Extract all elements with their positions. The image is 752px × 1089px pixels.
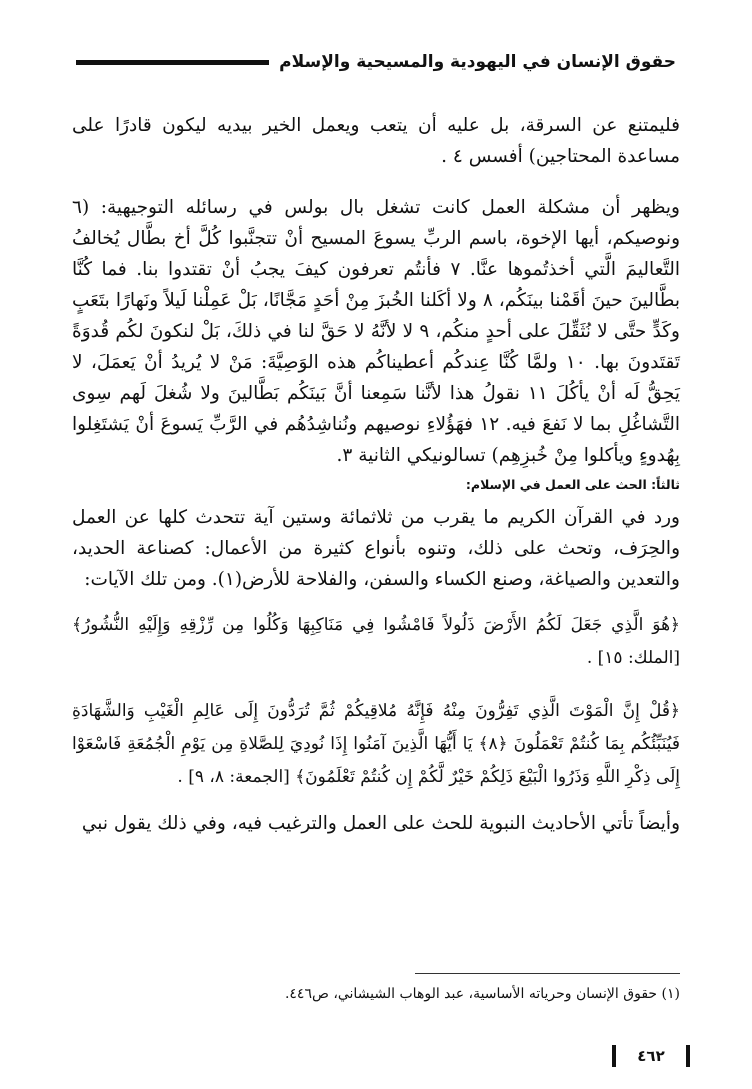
quran-verse-jumuah — [72, 695, 680, 794]
verse-reference: [الملك: ١٥] . — [586, 648, 680, 668]
paragraph-quran-work: ورد في القرآن الكريم ما يقرب من ثلاثمائة وستين آية تتحدث كلها عن العمل والحِرَف، وتحث على ذلك، وتنوه بأنواع كثيرة من الأعمال: كصناعة الحديد، والتعدين والصياغة، وصنع الكساء والسفن، والفلاحة للأرض(١). ومن تلك الآيات: — [72, 507, 680, 590]
quran-verse-mulk — [72, 609, 680, 675]
footnote: (١) حقوق الإنسان وحرياته الأساسية، عبد الوهاب الشيشاني، ص٤٤٦. — [284, 986, 680, 1002]
verse-text: ﴿هُوَ الَّذِي جَعَلَ لَكُمُ الأَرْضَ ذَلُولاً فَامْشُوا فِي مَنَاكِبِهَا وَكُلُوا مِن رِّزْقِهِ وَإِلَيْهِ النُّشُورُ﴾ — [72, 615, 680, 635]
verse-reference: [الجمعة: ٨، ٩] . — [177, 767, 290, 787]
header-rule — [76, 60, 269, 65]
section-heading: ثالثاً: الحث على العمل في الإسلام: — [465, 477, 680, 492]
page-body — [72, 110, 680, 839]
page-number: ٤٦٢ — [612, 1045, 690, 1067]
running-header-title: حقوق الإنسان في اليهودية والمسيحية والإسلام — [279, 52, 676, 72]
running-header — [76, 48, 676, 76]
paragraph-ephesians-quote: فليمتنع عن السرقة، بل عليه أن يتعب ويعمل الخير بيديه ليكون قادرًا على مساعدة المحتاجين) أفسس ٤ . — [72, 115, 680, 167]
verse-text: ﴿قُلْ إِنَّ الْمَوْتَ الَّذِي تَفِرُّونَ مِنْهُ فَإِنَّهُ مُلاقِيكُمْ ثُمَّ تُرَدُّونَ إِلَى عَالِمِ الْغَيْبِ وَالشَّهَادَةِ فَيُنَبِّئُكُم بِمَا كُنتُمْ تَعْمَلُونَ ﴿٨﴾ يَا أَيُّهَا الَّذِينَ آمَنُوا إِذَا نُودِيَ لِلصَّلاةِ مِن يَوْمِ الْجُمُعَةِ فَاسْعَوْا إِلَى ذِكْرِ اللَّهِ وَذَرُوا الْبَيْعَ ذَلِكُمْ خَيْرٌ لَّكُمْ إِن كُنتُمْ تَعْلَمُونَ﴾ — [72, 701, 680, 787]
paragraph-hadith: وأيضاً تأتي الأحاديث النبوية للحث على العمل والترغيب فيه، وفي ذلك يقول نبي — [81, 813, 680, 834]
paragraph-paul-letters: ويظهر أن مشكلة العمل كانت تشغل بال بولس في رسائله التوجيهية: (٦ ونوصيكم، أيها الإخوة، باسم الربِّ يسوعَ المسيح أنْ تتجنَّبوا كُلَّ أخ بطَّال يُخالفُ التَّعاليمَ الَّتي أخذتُموها عنَّا. ٧ فأنتُم تعرفون كيفَ يجبُ أنْ تقتدوا بنا. فما كُنَّا بطَّالينَ حينَ أقَمْنا بينَكُم، ٨ ولا أكَلنا الخُبزَ مِنْ أحَدٍ مَجَّانًا، بَلْ عَمِلْنا لَيلاً ونَهارًا بتَعَبٍ وكَدٍّ حتَّى لا نُثَقِّلَ على أحدٍ منكُم، ٩ لا لأنَّهُ لا حَقَّ لنا في ذلكَ، بَلْ لنكونَ لكُم قُدوَةً تَقتَدونَ بها. ١٠ ولمَّا كُنَّا عِندكُم أعطيناكُم هذه الوَصِيَّةَ: مَنْ لا يُريدُ أنْ يَعمَلَ، لا يَحِقُّ لَه أنْ يأكُلَ ١١ نقولُ هذا لأنَّنا سَمِعنا أنَّ بَينَكُم بَطَّالينَ ولا شُغلَ لَهم سِوى التَّشاغُلِ بما لا نَفعَ فيه. ١٢ فهَؤُلاءِ نوصيهم ونُناشِدُهُم في الرَّبِّ يَسوعَ أنْ يَشتَغِلوا بِهُدوءٍ ويأكلوا مِنْ خُبزِهِم) تسالونيكي الثانية ٣. — [72, 197, 680, 466]
footnote-rule — [415, 973, 680, 974]
